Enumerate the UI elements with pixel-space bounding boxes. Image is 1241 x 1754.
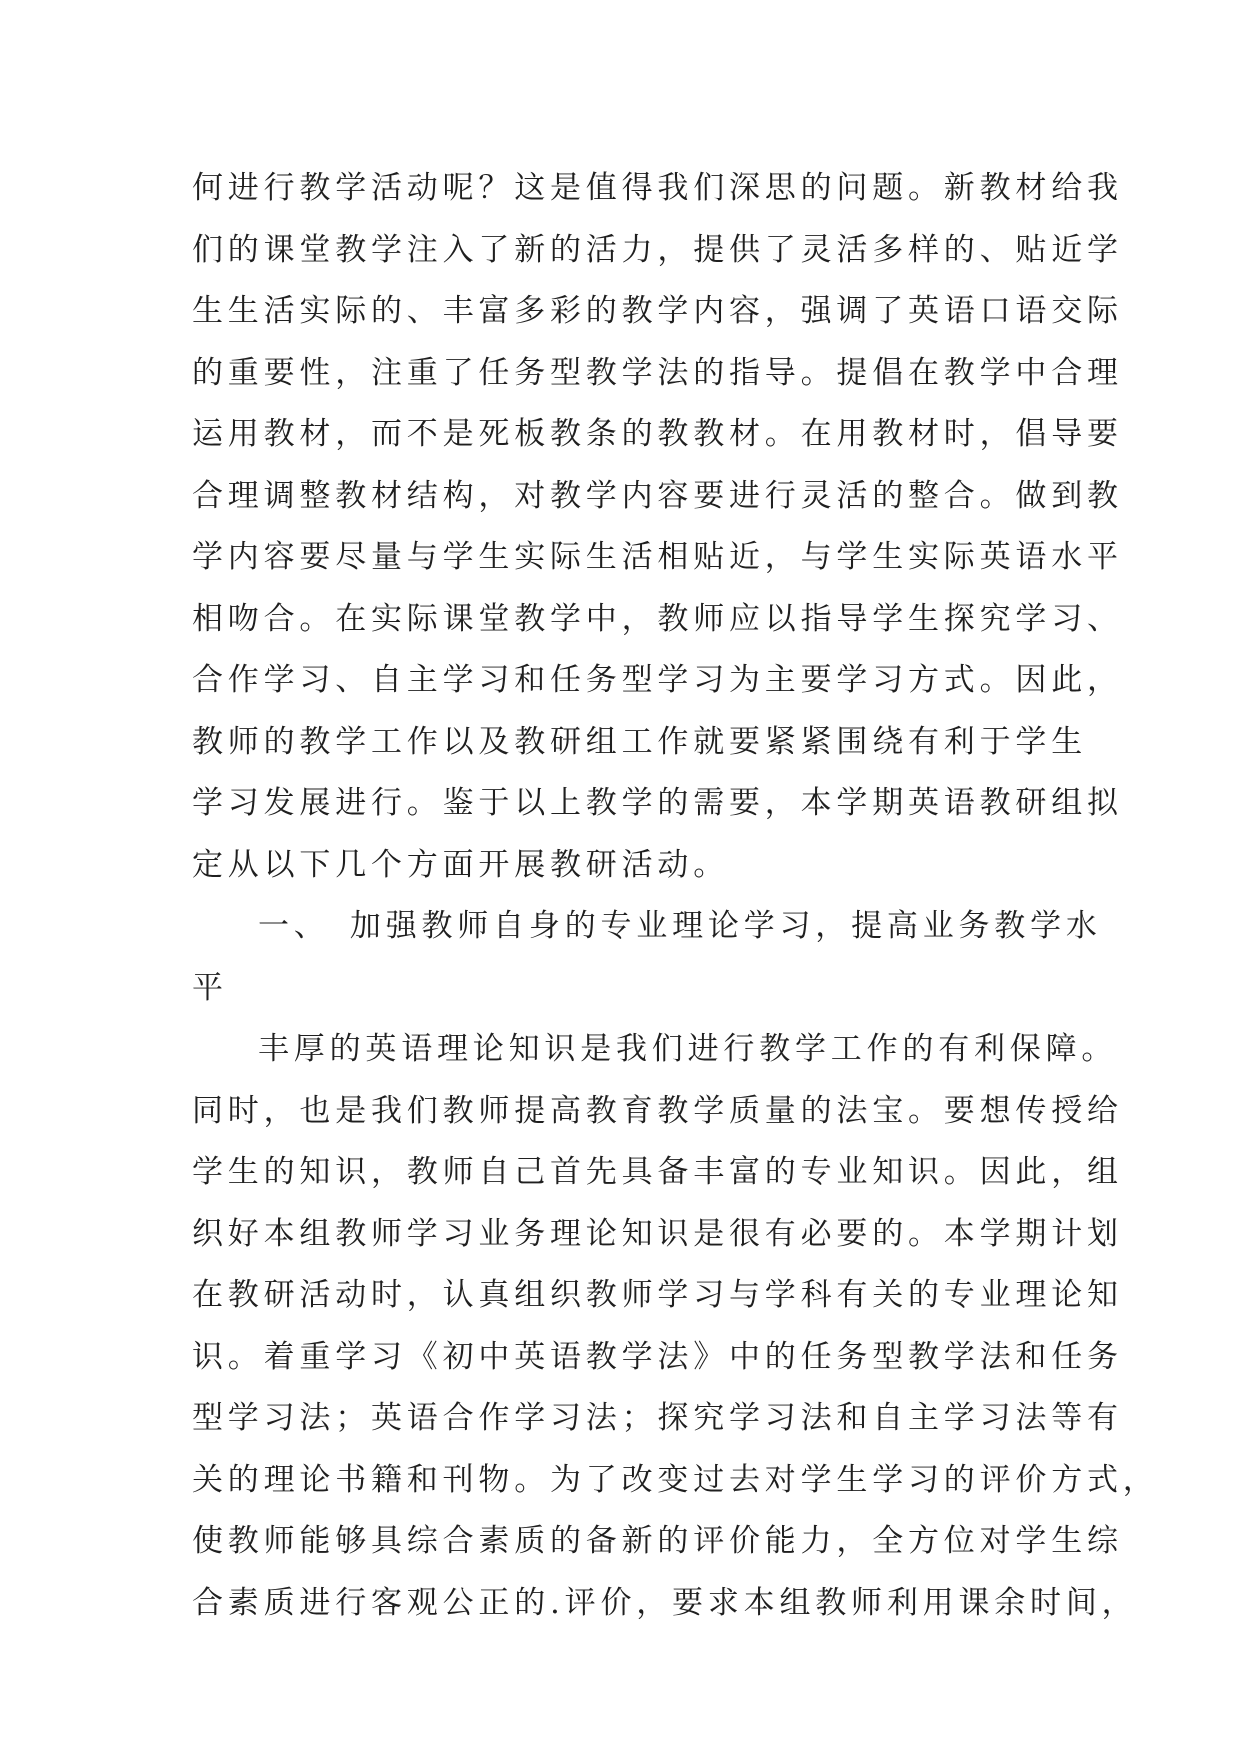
text-line-23: 使教师能够具综合素质的备新的评价能力，全方位对学生综: [192, 1523, 1123, 1559]
text-line-20: 识。着重学习《初中英语教学法》中的任务型教学法和任务: [192, 1338, 1123, 1375]
text-line-5: 运用教材，而不是死板教条的教教材。在用教材时，倡导要: [192, 416, 1123, 452]
text-line-18: 织好本组教师学习业务理论知识是很有必要的。本学期计划: [192, 1215, 1123, 1252]
text-line-3: 生生活实际的、丰富多彩的教学内容，强调了英语口语交际: [192, 293, 1123, 329]
text-line-4: 的重要性，注重了任务型教学法的指导。提倡在教学中合理: [192, 354, 1123, 391]
text-line-7: 学内容要尽量与学生实际生活相贴近，与学生实际英语水平: [192, 539, 1123, 575]
document-body: [192, 158, 1159, 1634]
text-line-17: 学生的知识，教师自己首先具备丰富的专业知识。因此，组: [192, 1154, 1123, 1190]
text-line-1: 何进行教学活动呢？这是值得我们深思的问题。新教材给我: [192, 170, 1123, 206]
text-line-9: 合作学习、自主学习和任务型学习为主要学习方式。因此，: [192, 662, 1123, 698]
text-line-15: 丰厚的英语理论知识是我们进行教学工作的有利保障。: [258, 1031, 1118, 1067]
text-line-10: 教师的教学工作以及教研组工作就要紧紧围绕有利于学生: [192, 723, 1087, 760]
text-line-22: 关的理论书籍和刊物。为了改变过去对学生学习的评价方式，: [192, 1461, 1159, 1498]
text-line-8: 相吻合。在实际课堂教学中，教师应以指导学生探究学习、: [192, 600, 1123, 637]
text-line-16: 同时，也是我们教师提高教育教学质量的法宝。要想传授给: [192, 1092, 1123, 1129]
text-line-2: 们的课堂教学注入了新的活力，提供了灵活多样的、贴近学: [192, 231, 1123, 268]
text-line-19: 在教研活动时，认真组织教师学习与学科有关的专业理论知: [192, 1277, 1123, 1313]
text-line-6: 合理调整教材结构，对教学内容要进行灵活的整合。做到教: [192, 477, 1123, 514]
section-heading-line-1: 一、 加强教师自身的专业理论学习，提高业务教学水: [258, 908, 1102, 944]
section-heading-line-2: 平: [192, 969, 228, 1006]
text-line-24: 合素质进行客观公正的.评价，要求本组教师利用课余时间，: [192, 1584, 1138, 1621]
text-line-11: 学习发展进行。鉴于以上教学的需要，本学期英语教研组拟: [192, 785, 1123, 821]
text-line-12: 定从以下几个方面开展教研活动。: [192, 846, 729, 883]
text-line-21: 型学习法；英语合作学习法；探究学习法和自主学习法等有: [192, 1400, 1123, 1436]
